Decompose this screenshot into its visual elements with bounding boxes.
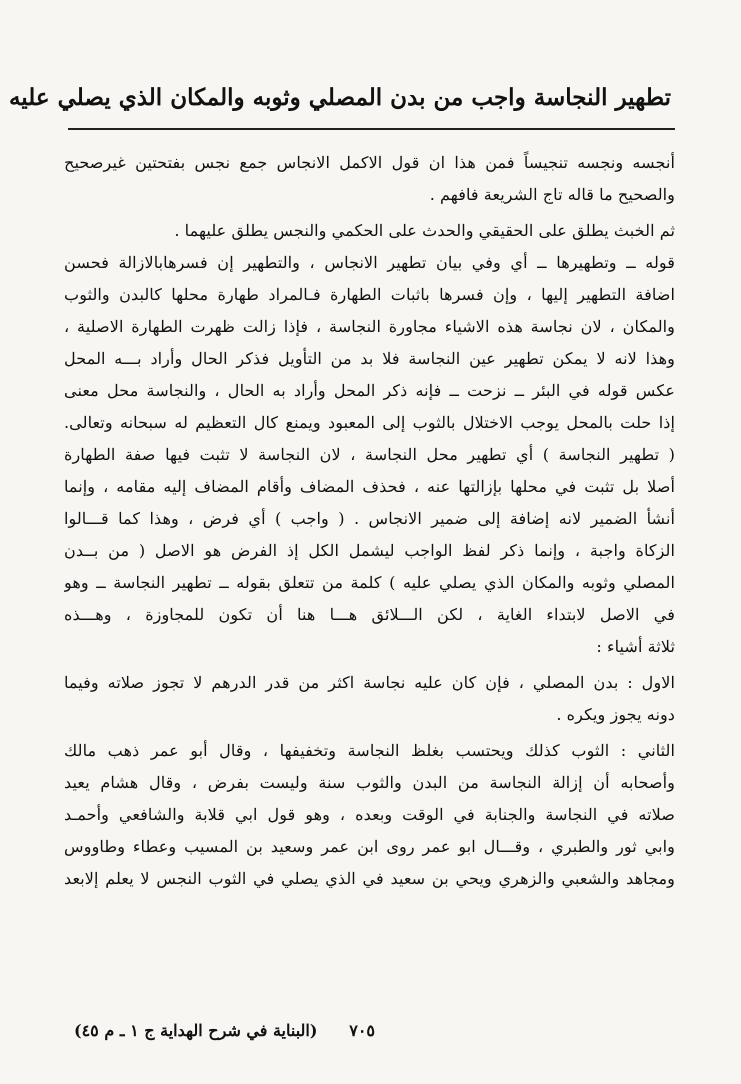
text-line: ثم الخبث يطلق على الحقيقي والحدث على الحكمي والنجس يطلق عليهما . bbox=[174, 221, 675, 240]
text-line: ومجاهد والشعبي والزهري ويحي بن سعيد في الذي يصلي في الثوب النجس لا يعلم إلابعد bbox=[64, 869, 675, 888]
text-line: اضافة التطهير إليها ، وإن فسرها باثبات الطهارة فـالمراد طهارة محلها كالبدن والثوب bbox=[64, 285, 675, 304]
running-header: تطهير النجاسة واجب من بدن المصلي وثوبه والمكان الذي يصلي عليه bbox=[8, 84, 671, 111]
text-line: دونه يجوز ويكره . bbox=[556, 705, 675, 724]
text-line: في الاصل لابتداء الغاية ، لكن الـــلائق هـــا هنا أن تكون للمجاوزة ، وهـــذه bbox=[64, 605, 675, 624]
text-line: ثلاثة أشياء : bbox=[596, 637, 675, 656]
text-line: والصحيح ما قاله تاج الشريعة فافهم . bbox=[429, 185, 675, 204]
text-line: أصلا بل تثبت في محلها بإزالتها عنه ، فحذف المضاف وأقام المضاف إليه مقامه ، وإنما bbox=[64, 477, 675, 496]
text-line: أنجسه ونجسه تنجيساً فمن هذا ان قول الاكمل الانجاس جمع نجس بفتحتين غيرصحيح bbox=[64, 153, 675, 172]
text-line: أنشأ الضمير لانه إضافة إلى ضمير الانجاس . ( واجب ) أي فرض ، وهذا كما قـــالوا bbox=[64, 509, 675, 528]
text-line: والمكان ، لان نجاسة هذه الاشياء مجاورة النجاسة ، فإذا زالت ظهرت الطهارة الاصلية ، bbox=[64, 317, 675, 336]
text-line: الثاني : الثوب كذلك ويحتسب بغلظ النجاسة وتخفيفها ، وقال أبو عمر ذهب مالك bbox=[64, 741, 675, 760]
text-line: وهذا لانه لا يمكن تطهير عين النجاسة فلا بد من التأويل فذكر الحال وأراد بـــه المحل bbox=[64, 349, 675, 368]
text-line: المصلي وثوبه والمكان الذي يصلي عليه ) كلمة من تتعلق بقوله ــ تطهير النجاسة ــ وهو bbox=[64, 573, 675, 592]
text-line: صلاته في النجاسة والجنابة في الوقت وبعده ، وهو قول ابي قلابة والشافعي وأحمـد bbox=[64, 805, 675, 824]
text-line: وأصحابه أن إزالة النجاسة من البدن والثوب سنة وليست بفرض ، وقال هشام يعيد bbox=[64, 773, 675, 792]
text-line: وابي ثور والطبري ، وقـــال ابو عمر روى ابن عمر وسعيد بن المسيب وعطاء وطاووس bbox=[64, 837, 675, 856]
page-number: ٧٠٥ bbox=[349, 1021, 375, 1040]
page-footer bbox=[64, 1016, 675, 1046]
text-line: عكس قوله في البئر ــ نزحت ــ فإنه ذكر المحل وأراد به الحال ، والنجاسة محل معنى bbox=[64, 381, 675, 400]
text-line: إذا حلت بالمحل يوجب الاختلال بالثوب إلى المعبود ويمنع كال التعظيم له سبحانه وتعالى. bbox=[64, 413, 675, 432]
text-line: الاول : بدن المصلي ، فإن كان عليه نجاسة اكثر من قدر الدرهم لا تجوز صلاته وفيما bbox=[64, 673, 675, 692]
text-line: ( تطهير النجاسة ) أي تطهير محل النجاسة ، لان النجاسة لا تثبت فيها صفة الطهارة bbox=[64, 445, 675, 464]
text-line: قوله ــ وتطهيرها ــ أي وفي بيان تطهير الانجاس ، والتطهير إن فسرهابالازالة فحسن bbox=[64, 253, 675, 272]
header-rule bbox=[68, 128, 675, 130]
text-line: الزكاة واجبة ، وإنما ذكر لفظ الواجب ليشمل الكل إذ الفرض هو الاصل ( من بــدن bbox=[64, 541, 675, 560]
book-reference: (البناية في شرح الهداية ج ١ ـ م ٤٥) bbox=[74, 1021, 318, 1040]
page-body bbox=[64, 147, 675, 895]
